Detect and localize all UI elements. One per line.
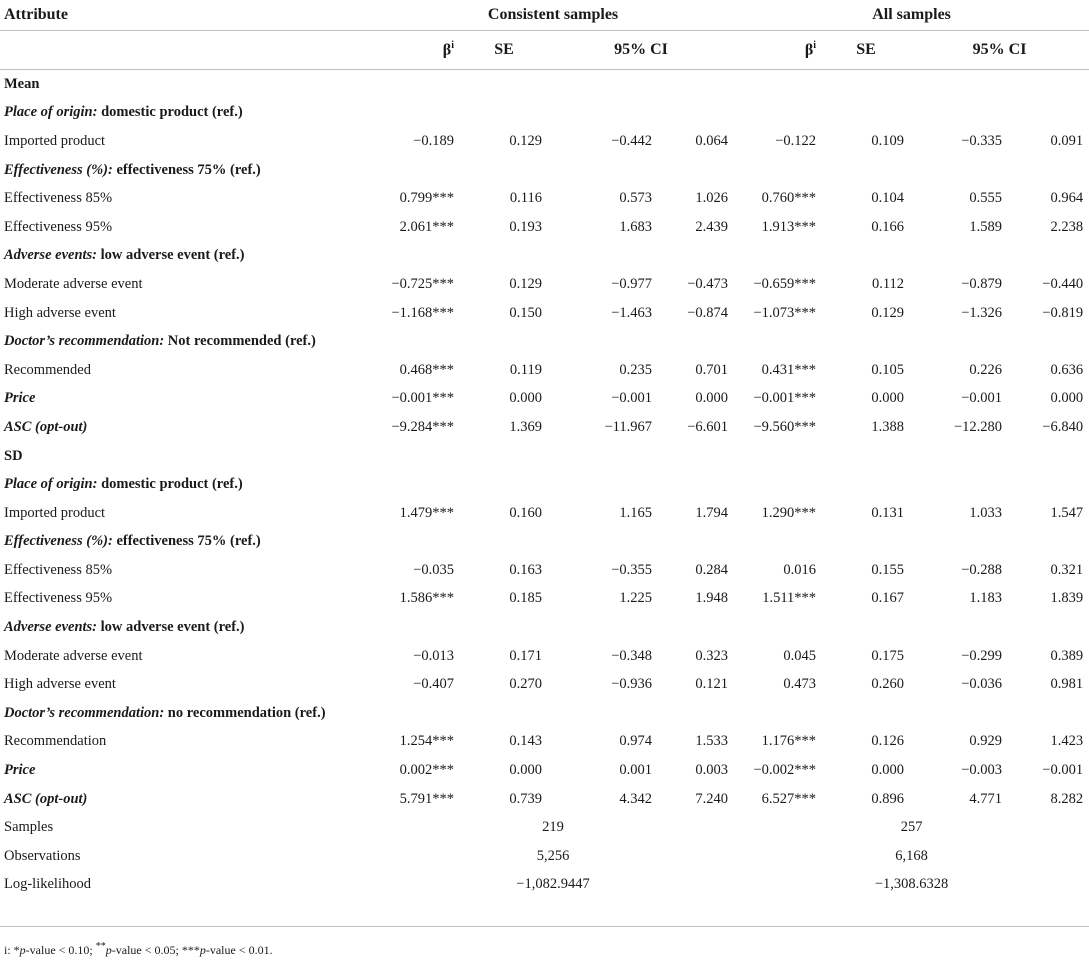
- beta-header-2: $\beta^i$: [734, 31, 822, 70]
- category-reference: Not recommended (ref.): [164, 333, 316, 350]
- consistent-ci-upper-cell: 0.121: [695, 676, 729, 693]
- section-title: Mean: [4, 75, 40, 92]
- all-se-cell: 0.129: [871, 304, 905, 321]
- row-label: High adverse event: [4, 676, 116, 693]
- consistent-summary-value: 5,256: [536, 847, 570, 864]
- all-samples-header: All samples: [734, 0, 1089, 31]
- all-ci-lower-cell: −0.288: [961, 561, 1003, 578]
- table-row: [0, 642, 1089, 671]
- row-label: Price: [4, 762, 36, 779]
- se-header-1: SE: [460, 31, 548, 70]
- consistent-se-cell: 0.129: [509, 132, 542, 149]
- all-ci-lower-cell: 0.929: [969, 733, 1003, 750]
- all-ci-lower-cell: −12.280: [953, 418, 1003, 435]
- row-label: Effectiveness 85%: [4, 561, 113, 578]
- all-ci-lower-cell: −0.299: [961, 647, 1003, 664]
- category-name: Place of origin:: [4, 476, 98, 493]
- all-beta-cell: −0.001***: [753, 390, 817, 407]
- table-row: [0, 785, 1089, 814]
- all-ci-lower-cell: −0.036: [961, 676, 1003, 693]
- all-ci-upper-cell: −0.440: [1042, 275, 1084, 292]
- table-row: [0, 413, 1089, 442]
- consistent-se-cell: 0.150: [509, 304, 542, 321]
- category-name: Adverse events:: [4, 619, 98, 636]
- all-ci-upper-cell: 0.964: [1050, 190, 1084, 207]
- row-label: Effectiveness 95%: [4, 218, 113, 235]
- consistent-ci-upper-cell: 0.000: [695, 390, 729, 407]
- consistent-ci-lower-cell: 1.165: [619, 504, 652, 521]
- all-beta-cell: 0.016: [783, 561, 817, 578]
- all-ci-upper-cell: 0.636: [1050, 361, 1084, 378]
- category-row: [0, 613, 1089, 642]
- consistent-ci-upper-cell: 0.701: [695, 361, 729, 378]
- row-label: ASC (opt-out): [4, 418, 88, 435]
- consistent-ci-upper-cell: 0.003: [695, 762, 729, 779]
- consistent-ci-upper-cell: 1.026: [695, 190, 729, 207]
- all-ci-lower-cell: 0.226: [969, 361, 1003, 378]
- category-reference: effectiveness 75% (ref.): [112, 161, 261, 178]
- all-beta-cell: −1.073***: [753, 304, 817, 321]
- all-se-cell: 0.000: [871, 390, 905, 407]
- all-summary-value: 257: [900, 819, 923, 836]
- category-row: [0, 327, 1089, 356]
- table-row: [0, 670, 1089, 699]
- consistent-ci-lower-cell: 0.001: [619, 762, 652, 779]
- category-label: [0, 528, 1089, 557]
- row-label: Imported product: [4, 132, 106, 149]
- consistent-ci-upper-cell: 1.948: [695, 590, 729, 607]
- attribute-header: Attribute: [0, 0, 372, 31]
- category-name: Effectiveness (%):: [4, 161, 113, 178]
- all-beta-cell: −0.122: [775, 132, 817, 149]
- consistent-beta-cell: 0.799***: [399, 190, 454, 207]
- consistent-se-cell: 0.119: [509, 361, 542, 378]
- all-beta-cell: 0.760***: [761, 190, 817, 207]
- category-row: [0, 699, 1089, 728]
- consistent-beta-cell: 2.061***: [399, 218, 454, 235]
- all-se-cell: 0.131: [871, 504, 905, 521]
- all-summary-value: −1,308.6328: [874, 876, 949, 893]
- table-header: [0, 0, 1089, 70]
- category-row: [0, 470, 1089, 499]
- footnote: i: *p-value < 0.10; **p-value < 0.05; ***p-value < 0.01.: [0, 926, 1089, 958]
- ci-header-2: 95% CI: [910, 31, 1089, 70]
- category-label: [0, 699, 1089, 728]
- category-reference: domestic product (ref.): [97, 104, 243, 121]
- consistent-ci-upper-cell: 2.439: [695, 218, 729, 235]
- consistent-se-cell: 0.171: [509, 647, 542, 664]
- row-label: Recommendation: [4, 733, 107, 750]
- all-se-cell: 0.000: [871, 762, 905, 779]
- category-name: Place of origin:: [4, 104, 98, 121]
- all-ci-upper-cell: 0.000: [1050, 390, 1084, 407]
- table-row: [0, 585, 1089, 614]
- summary-row: [0, 842, 1089, 871]
- all-se-cell: 0.155: [871, 561, 905, 578]
- all-ci-lower-cell: −0.001: [961, 390, 1003, 407]
- consistent-se-cell: 1.369: [509, 418, 542, 435]
- consistent-beta-cell: 0.468***: [399, 361, 454, 378]
- all-se-cell: 0.167: [871, 590, 905, 607]
- all-ci-upper-cell: 1.547: [1050, 504, 1084, 521]
- consistent-ci-lower-cell: −1.463: [611, 304, 652, 321]
- all-ci-upper-cell: −6.840: [1042, 418, 1084, 435]
- consistent-beta-cell: −0.189: [413, 132, 454, 149]
- summary-row: [0, 871, 1089, 900]
- consistent-ci-lower-cell: −0.936: [611, 676, 652, 693]
- category-name: Doctor’s recommendation:: [4, 704, 165, 721]
- all-ci-lower-cell: −0.003: [961, 762, 1003, 779]
- category-reference: low adverse event (ref.): [97, 247, 245, 264]
- all-se-cell: 0.166: [871, 218, 905, 235]
- all-ci-lower-cell: 1.183: [969, 590, 1003, 607]
- consistent-se-cell: 0.143: [509, 733, 542, 750]
- consistent-ci-upper-cell: −0.874: [687, 304, 729, 321]
- row-label: Price: [4, 390, 36, 407]
- all-beta-cell: 0.045: [783, 647, 817, 664]
- table-row: [0, 184, 1089, 213]
- all-ci-lower-cell: 1.033: [969, 504, 1003, 521]
- summary-label: Log-likelihood: [4, 876, 91, 893]
- summary-label: Observations: [4, 847, 81, 864]
- consistent-ci-lower-cell: 1.225: [619, 590, 652, 607]
- table-row: [0, 556, 1089, 585]
- consistent-ci-lower-cell: −0.355: [611, 561, 652, 578]
- consistent-ci-lower-cell: −0.001: [611, 390, 652, 407]
- consistent-se-cell: 0.739: [509, 790, 542, 807]
- section-row: [0, 442, 1089, 471]
- consistent-beta-cell: −0.013: [413, 647, 454, 664]
- all-ci-lower-cell: −1.326: [961, 304, 1003, 321]
- table-row: [0, 385, 1089, 414]
- all-ci-upper-cell: −0.819: [1042, 304, 1084, 321]
- all-beta-cell: −9.560***: [753, 418, 817, 435]
- consistent-ci-lower-cell: −0.442: [611, 132, 652, 149]
- all-ci-lower-cell: 4.771: [969, 790, 1003, 807]
- consistent-beta-cell: 5.791***: [399, 790, 454, 807]
- consistent-ci-upper-cell: 0.064: [695, 132, 729, 149]
- all-ci-lower-cell: 1.589: [969, 218, 1003, 235]
- table-row: [0, 270, 1089, 299]
- consistent-beta-cell: 0.002***: [399, 762, 454, 779]
- consistent-beta-cell: −1.168***: [391, 304, 454, 321]
- category-row: [0, 528, 1089, 557]
- consistent-se-cell: 0.116: [509, 190, 542, 207]
- consistent-ci-lower-cell: −0.348: [611, 647, 652, 664]
- all-se-cell: 0.105: [871, 361, 905, 378]
- consistent-summary-value: 219: [542, 819, 564, 836]
- all-summary-value: 6,168: [895, 847, 928, 864]
- all-beta-cell: 0.473: [783, 676, 817, 693]
- all-ci-upper-cell: 2.238: [1050, 218, 1084, 235]
- consistent-beta-cell: 1.479***: [399, 504, 454, 521]
- consistent-ci-upper-cell: 7.240: [695, 790, 729, 807]
- row-label: High adverse event: [4, 304, 116, 321]
- consistent-ci-lower-cell: 0.235: [619, 361, 652, 378]
- all-ci-lower-cell: 0.555: [969, 190, 1003, 207]
- all-ci-upper-cell: 8.282: [1050, 790, 1084, 807]
- all-se-cell: 0.112: [871, 275, 905, 292]
- row-label: Effectiveness 85%: [4, 190, 113, 207]
- all-ci-upper-cell: 0.091: [1050, 132, 1084, 149]
- category-row: [0, 242, 1089, 271]
- all-se-cell: 0.126: [871, 733, 905, 750]
- all-se-cell: 0.896: [871, 790, 905, 807]
- row-label: Effectiveness 95%: [4, 590, 113, 607]
- row-label: ASC (opt-out): [4, 790, 88, 807]
- table-row: [0, 756, 1089, 785]
- consistent-se-cell: 0.129: [509, 275, 542, 292]
- category-reference: low adverse event (ref.): [97, 619, 245, 636]
- consistent-ci-upper-cell: −0.473: [687, 275, 729, 292]
- table-row: [0, 499, 1089, 528]
- category-name: Doctor’s recommendation:: [4, 333, 165, 350]
- all-beta-cell: 1.290***: [761, 504, 817, 521]
- all-beta-cell: −0.659***: [753, 275, 817, 292]
- consistent-ci-lower-cell: 0.974: [619, 733, 652, 750]
- category-name: Adverse events:: [4, 247, 98, 264]
- consistent-ci-upper-cell: −6.601: [687, 418, 729, 435]
- category-label: [0, 613, 1089, 642]
- all-beta-cell: 1.913***: [761, 218, 817, 235]
- section-title: SD: [4, 447, 23, 464]
- consistent-se-cell: 0.185: [509, 590, 542, 607]
- category-label: [0, 156, 1089, 185]
- consistent-se-cell: 0.000: [509, 390, 542, 407]
- consistent-beta-cell: 1.586***: [399, 590, 454, 607]
- all-beta-cell: 0.431***: [761, 361, 817, 378]
- consistent-ci-lower-cell: −11.967: [604, 418, 652, 435]
- consistent-beta-cell: −0.001***: [391, 390, 454, 407]
- ci-header-1: 95% CI: [548, 31, 734, 70]
- consistent-ci-upper-cell: 0.323: [695, 647, 729, 664]
- consistent-samples-header: Consistent samples: [372, 0, 734, 31]
- row-label: Imported product: [4, 504, 106, 521]
- all-ci-lower-cell: −0.335: [961, 132, 1003, 149]
- consistent-summary-value: −1,082.9447: [516, 876, 590, 893]
- category-label: [0, 99, 1089, 128]
- consistent-beta-cell: 1.254***: [399, 733, 454, 750]
- table-row: [0, 356, 1089, 385]
- table-row: [0, 213, 1089, 242]
- consistent-beta-cell: −0.725***: [391, 275, 454, 292]
- consistent-ci-lower-cell: −0.977: [611, 275, 652, 292]
- category-name: Effectiveness (%):: [4, 533, 113, 550]
- all-ci-upper-cell: 0.389: [1050, 647, 1084, 664]
- category-label: [0, 327, 1089, 356]
- all-ci-upper-cell: 1.839: [1050, 590, 1084, 607]
- all-beta-cell: −0.002***: [753, 762, 817, 779]
- se-header-2: SE: [822, 31, 910, 70]
- consistent-beta-cell: −0.035: [413, 561, 454, 578]
- all-ci-upper-cell: 1.423: [1050, 733, 1084, 750]
- table-row: [0, 127, 1089, 156]
- consistent-ci-lower-cell: 0.573: [619, 190, 652, 207]
- all-ci-upper-cell: −0.001: [1042, 762, 1084, 779]
- all-ci-upper-cell: 0.981: [1050, 676, 1084, 693]
- section-row: [0, 70, 1089, 99]
- category-reference: effectiveness 75% (ref.): [112, 533, 261, 550]
- consistent-se-cell: 0.000: [509, 762, 542, 779]
- consistent-ci-lower-cell: 4.342: [619, 790, 652, 807]
- table-row: [0, 299, 1089, 328]
- category-row: [0, 156, 1089, 185]
- all-beta-cell: 1.511***: [762, 590, 817, 607]
- all-se-cell: 0.104: [871, 190, 905, 207]
- all-se-cell: 0.109: [871, 132, 905, 149]
- category-row: [0, 99, 1089, 128]
- consistent-ci-upper-cell: 0.284: [695, 561, 729, 578]
- category-label: [0, 242, 1089, 271]
- category-reference: no recommendation (ref.): [164, 704, 326, 721]
- row-label: Moderate adverse event: [4, 647, 143, 664]
- table-row: [0, 728, 1089, 757]
- all-ci-upper-cell: 0.321: [1050, 561, 1084, 578]
- row-label: Moderate adverse event: [4, 275, 143, 292]
- beta-header-1: $\beta^i$: [372, 31, 460, 70]
- all-se-cell: 0.260: [871, 676, 905, 693]
- category-label: [0, 470, 1089, 499]
- table-body: [0, 70, 1089, 900]
- consistent-ci-lower-cell: 1.683: [619, 218, 652, 235]
- all-ci-lower-cell: −0.879: [961, 275, 1003, 292]
- consistent-ci-upper-cell: 1.533: [695, 733, 729, 750]
- all-beta-cell: 6.527***: [761, 790, 817, 807]
- consistent-se-cell: 0.270: [509, 676, 542, 693]
- all-beta-cell: 1.176***: [761, 733, 817, 750]
- all-se-cell: 1.388: [871, 418, 905, 435]
- summary-row: [0, 813, 1089, 842]
- consistent-se-cell: 0.160: [509, 504, 542, 521]
- consistent-beta-cell: −9.284***: [391, 418, 454, 435]
- all-se-cell: 0.175: [871, 647, 905, 664]
- consistent-se-cell: 0.163: [509, 561, 542, 578]
- category-reference: domestic product (ref.): [97, 476, 243, 493]
- row-label: Recommended: [4, 361, 91, 378]
- consistent-ci-upper-cell: 1.794: [695, 504, 729, 521]
- summary-label: Samples: [4, 819, 54, 836]
- consistent-se-cell: 0.193: [509, 218, 542, 235]
- consistent-beta-cell: −0.407: [413, 676, 454, 693]
